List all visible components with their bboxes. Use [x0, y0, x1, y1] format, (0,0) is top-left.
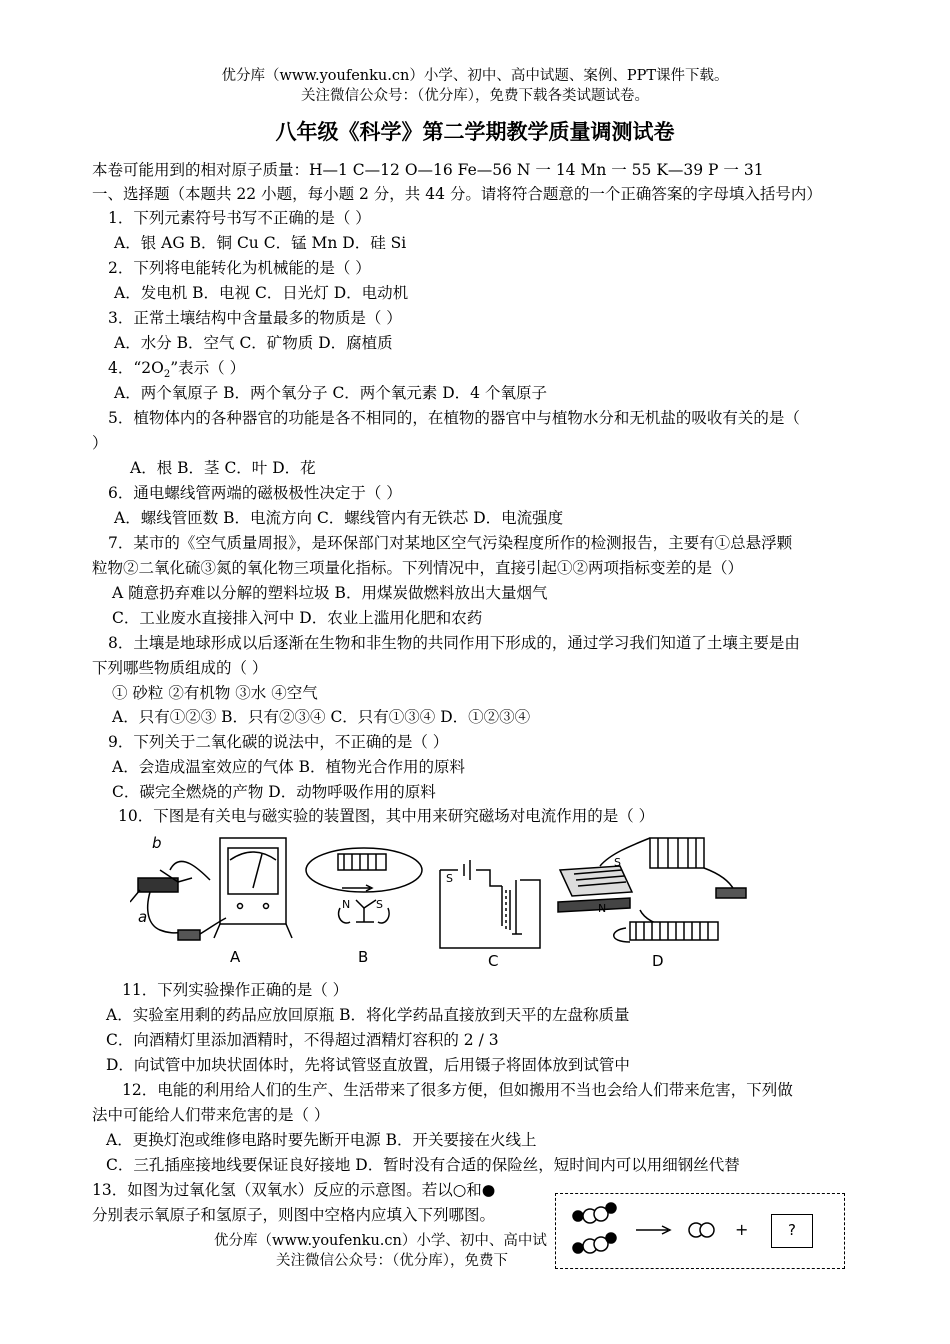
q10-label-s3: S	[614, 856, 621, 869]
q10-figure-label-d: D	[652, 952, 664, 970]
q12-options-ab: A．更换灯泡或维修电路时要先断开电源 B．开关要接在火线上	[106, 1131, 537, 1149]
q7-stem-2: 粒物②二氧化硫③氮的氧化物三项量化指标。下列情况中，直接引起①②两项指标变差的是（）	[92, 559, 744, 577]
q11-options-ab: A．实验室用剩的药品应放回原瓶 B．将化学药品直接放到天平的左盘称质量	[106, 1006, 630, 1024]
q7-stem-1: 7．某市的《空气质量周报》，是环保部门对某地区空气污染程度所作的检测报告，主要有①总悬浮颗	[108, 534, 793, 552]
apparatus-d	[558, 838, 746, 942]
q12-stem-1: 12．电能的利用给人们的生产、生活带来了很多方便，但如搬用不当也会给人们带来危害，下列做	[122, 1081, 793, 1099]
plus-sign: +	[735, 1220, 749, 1239]
q8-stem-1: 8．土壤是地球形成以后逐渐在生物和非生物的共同作用下形成的，通过学习我们知道了土壤主要是由	[108, 634, 800, 652]
q7-options-cd: C．工业废水直接排入河中 D．农业上滥用化肥和农药	[112, 609, 483, 627]
section-1-heading: 一、选择题（本题共 22 小题，每小题 2 分，共 44 分。请将符合题意的一个正确答案的字母填入括号内）	[92, 185, 822, 203]
site-footer-line-2: 关注微信公众号：（优分库），免费下	[276, 1253, 508, 1269]
apparatus-c	[440, 860, 540, 948]
q13-stem-1: 13．如图为过氧化氢（双氧水）反应的示意图。若以○和●	[92, 1181, 496, 1199]
q9-options-cd: C．碳完全燃烧的产物 D．动物呼吸作用的原料	[112, 783, 436, 801]
q1-stem: 1．下列元素符号书写不正确的是（ ）	[108, 209, 371, 227]
q8-options: A．只有①②③ B．只有②③④ C．只有①③④ D．①②③④	[112, 708, 531, 726]
q11-option-d: D．向试管中加块状固体时，先将试管竖直放置，后用镊子将固体放到试管中	[106, 1056, 630, 1074]
q11-option-c: C．向酒精灯里添加酒精时，不得超过酒精灯容积的 2 / 3	[106, 1031, 499, 1049]
q6-options: A．螺线管匝数 B．电流方向 C．螺线管内有无铁芯 D．电流强度	[114, 509, 564, 527]
q10-stem: 10．下图是有关电与磁实验的装置图，其中用来研究磁场对电流作用的是（ ）	[118, 807, 655, 825]
q10-figure	[130, 830, 750, 970]
q10-figure-label-a: A	[230, 948, 241, 966]
q10-figure-label-c: C	[488, 952, 499, 970]
q8-items: ① 砂粒 ②有机物 ③水 ④空气	[112, 684, 318, 702]
q6-stem: 6．通电螺线管两端的磁极极性决定于（ ）	[108, 484, 402, 502]
q4-stem	[108, 358, 245, 385]
site-header-line-2: 关注微信公众号：（优分库），免费下载各类试题试卷。	[301, 88, 649, 104]
q1-options: A．银 AG B．铜 Cu C．锰 Mn D．硅 Si	[114, 234, 407, 252]
q4-options: A．两个氧原子 B．两个氧分子 C．两个氧元素 D．4 个氧原子	[114, 384, 547, 402]
q3-stem: 3．正常土壤结构中含量最多的物质是（ ）	[108, 309, 402, 327]
page-title: 八年级《科学》第二学期教学质量调测试卷	[275, 119, 675, 144]
q12-options-cd: C．三孔插座接地线要保证良好接地 D．暂时没有合适的保险丝，短时间内可以用细钢丝代替	[106, 1156, 740, 1174]
site-header-line-1: 优分库（www.youfenku.cn）小学、初中、高中试题、案例、PPT课件下载。	[221, 68, 729, 84]
q5-stem-2: ）	[92, 434, 108, 452]
q10-label-b: b	[152, 834, 162, 852]
q10-figure-label-b: B	[358, 948, 369, 966]
q4-stem-b: ”表示（ ）	[170, 359, 246, 377]
q3-options: A．水分 B．空气 C．矿物质 D．腐植质	[114, 334, 393, 352]
q7-options-ab: A 随意扔弃难以分解的塑料垃圾 B．用煤炭做燃料放出大量烟气	[112, 584, 548, 602]
q5-options: A．根 B．茎 C．叶 D．花	[130, 459, 316, 477]
q9-options-ab: A．会造成温室效应的气体 B．植物光合作用的原料	[112, 758, 466, 776]
q10-label-s: S	[376, 898, 383, 911]
site-footer-line-1: 优分库（www.youfenku.cn）小学、初中、高中试	[214, 1233, 547, 1249]
apparatus-a	[130, 838, 292, 940]
q2-stem: 2．下列将电能转化为机械能的是（ ）	[108, 259, 371, 277]
q9-stem: 9．下列关于二氧化碳的说法中，不正确的是（ ）	[108, 733, 449, 751]
atomic-masses: 本卷可能用到的相对原子质量：H—1 C—12 O—16 Fe—56 N 一 14 Mn 一 55 K—39 P 一 31	[92, 161, 764, 179]
q11-stem: 11．下列实验操作正确的是（ ）	[122, 981, 349, 999]
q13-stem-2: 分别表示氧原子和氢原子，则图中空格内应填入下列哪图。	[92, 1206, 496, 1224]
q4-stem-a: 4．“2O	[108, 359, 164, 377]
q10-label-a: a	[138, 908, 148, 926]
q10-label-s2: S	[446, 872, 453, 885]
q13-reaction-diagram	[555, 1193, 845, 1269]
q8-stem-2: 下列哪些物质组成的（ ）	[92, 659, 268, 677]
answer-blank-box: ?	[771, 1214, 813, 1248]
q4-subscript: 2	[163, 369, 171, 381]
apparatus-b	[306, 848, 422, 923]
q10-label-n: N	[342, 898, 351, 911]
q12-stem-2: 法中可能给人们带来危害的是（ ）	[92, 1106, 330, 1124]
q2-options: A．发电机 B．电视 C．日光灯 D．电动机	[114, 284, 409, 302]
q5-stem-1: 5．植物体内的各种器官的功能是各不相同的，在植物的器官中与植物水分和无机盐的吸收有关的是（	[108, 409, 800, 427]
q10-label-n2: N	[598, 902, 607, 915]
experiment-apparatus-drawings	[130, 830, 750, 970]
